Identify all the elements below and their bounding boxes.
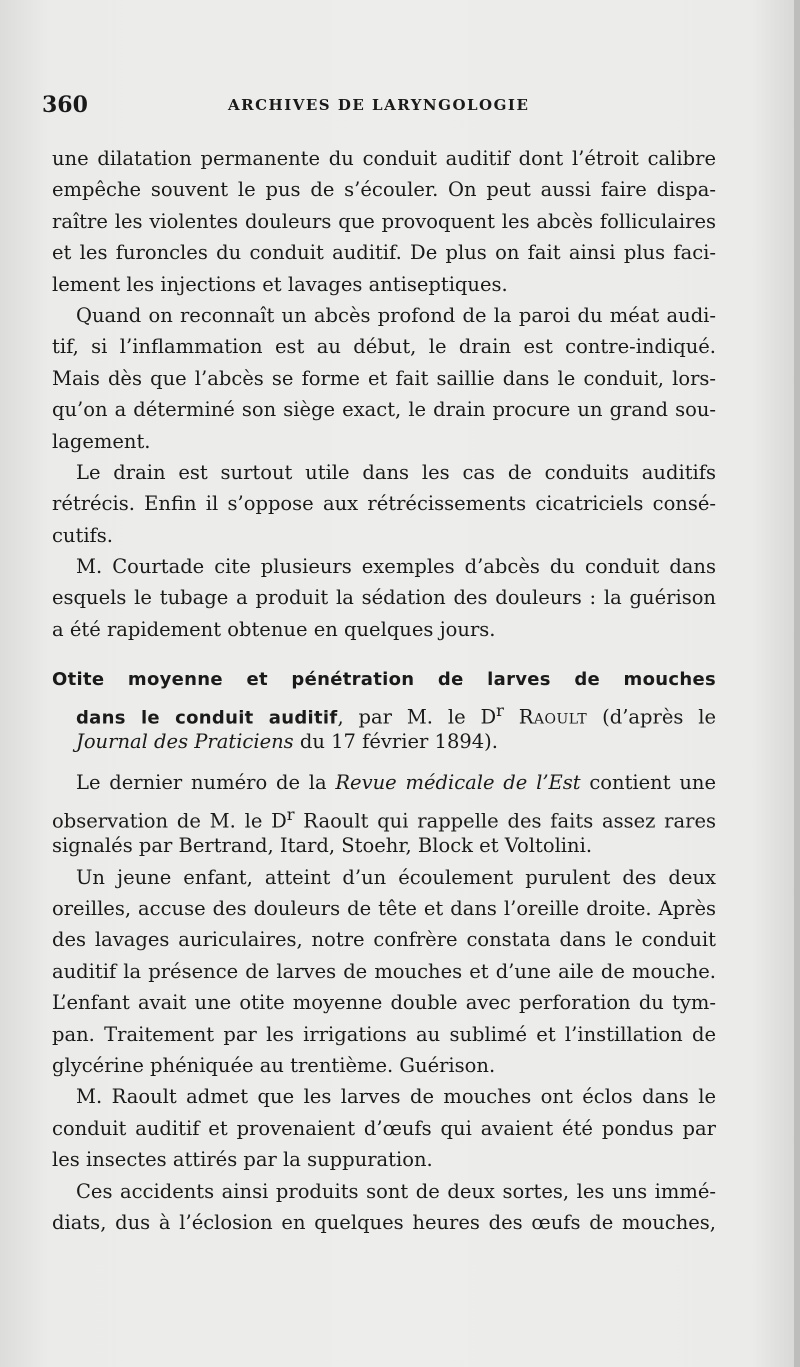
section-spacer — [52, 757, 716, 767]
text-line: des lavages auriculaires, notre confrère constata dans le conduit — [52, 928, 716, 952]
text-line: auditif la présence de larves de mouches et d’une aile de mouche. — [52, 959, 716, 983]
section-author: Raoult — [518, 705, 588, 729]
text-line: oreilles, accuse des douleurs de tête et dans l’oreille droite. Après — [52, 896, 716, 920]
superscript: r — [286, 804, 295, 824]
text-line: M. Raoult admet que les larves de mouches ont éclos dans le — [76, 1085, 716, 1109]
text-line: rétrécis. Enfin il s’oppose aux rétrécissements cicatriciels consé- — [52, 492, 716, 516]
text-line: conduit auditif et provenaient d’œufs qui avaient été pondus par — [52, 1116, 716, 1140]
text-line: pan. Traitement par les irrigations au sublimé et l’instillation de — [52, 1022, 716, 1046]
text-line: Le drain est surtout utile dans les cas de conduits auditifs — [76, 460, 716, 484]
text-line: esquels le tubage a produit la sédation des douleurs : la guérison — [52, 586, 716, 610]
section-byline-sup: r — [496, 700, 504, 720]
text-line: empêche souvent le pus de s’écouler. On peut aussi faire dispa- — [52, 178, 716, 202]
section-date: du 17 février 1894). — [293, 730, 498, 754]
page-header — [42, 92, 742, 122]
section-spacer — [52, 645, 716, 663]
section-title-cont: dans le conduit auditif — [76, 707, 338, 729]
text-line: lagement. — [52, 429, 151, 453]
section-byline: , par M. le D — [337, 705, 497, 729]
page-edge-shadow — [794, 0, 800, 1367]
text-line: diats, dus à l’éclosion en quelques heures des œufs de mouches, — [52, 1210, 716, 1234]
text-line: Quand on reconnaît un abcès profond de la paroi du méat audi- — [76, 303, 716, 327]
text-line: une dilatation permanente du conduit auditif dont l’étroit calibre — [52, 147, 716, 170]
text-span: Le dernier numéro de la — [76, 771, 336, 795]
text-line: a été rapidement obtenue en quelques jours. — [52, 617, 496, 641]
text-line: M. Courtade cite plusieurs exemples d’abcès du conduit dans — [76, 555, 716, 579]
text-line: lement les injections et lavages antiseptiques. — [52, 272, 508, 296]
text-line: Un jeune enfant, atteint d’un écoulement purulent des deux — [76, 865, 716, 889]
text-line: glycérine phéniquée au trentième. Guérison. — [52, 1053, 496, 1077]
text-line: cutifs. — [52, 523, 113, 547]
text-line: tif, si l’inflammation est au début, le drain est contre-indiqué. — [52, 335, 716, 359]
text-line: Ces accidents ainsi produits sont de deux sortes, les uns immé- — [76, 1179, 716, 1203]
text-line: L’enfant avait une otite moyenne double avec perforation du tym- — [52, 991, 716, 1015]
page-number: 360 — [42, 92, 88, 118]
text-span: contient une — [580, 771, 716, 795]
text-span: observation de M. le D — [52, 809, 287, 833]
text-line: raître les violentes douleurs que provoquent les abcès folliculaires — [52, 209, 716, 233]
text-line: qu’on a déterminé son siège exact, le drain procure un grand sou- — [52, 398, 716, 422]
text-span: Raoult qui rappelle des faits assez rares — [294, 809, 716, 833]
section-title-line — [52, 695, 716, 729]
body-text — [52, 143, 716, 1238]
section-title: Otite moyenne et pénétration de larves de mouches — [52, 669, 716, 691]
text-line — [52, 767, 716, 798]
text-line: et les furoncles du conduit auditif. De plus on fait ainsi plus faci- — [52, 241, 716, 265]
journal-title: Revue médicale de l’Est — [335, 771, 581, 795]
text-line: Mais dès que l’abcès se forme et fait saillie dans le conduit, lors- — [52, 366, 716, 390]
section-title-line — [52, 663, 716, 694]
section-source: (d’après le — [587, 705, 716, 729]
section-title-line — [52, 726, 716, 757]
text-line: les insectes attirés par la suppuration. — [52, 1148, 433, 1172]
text-line: signalés par Bertrand, Itard, Stoehr, Block et Voltolini. — [52, 834, 593, 858]
text-line — [52, 799, 716, 833]
section-journal: Journal des Praticiens — [76, 730, 294, 754]
running-head: ARCHIVES DE LARYNGOLOGIE — [228, 96, 530, 114]
